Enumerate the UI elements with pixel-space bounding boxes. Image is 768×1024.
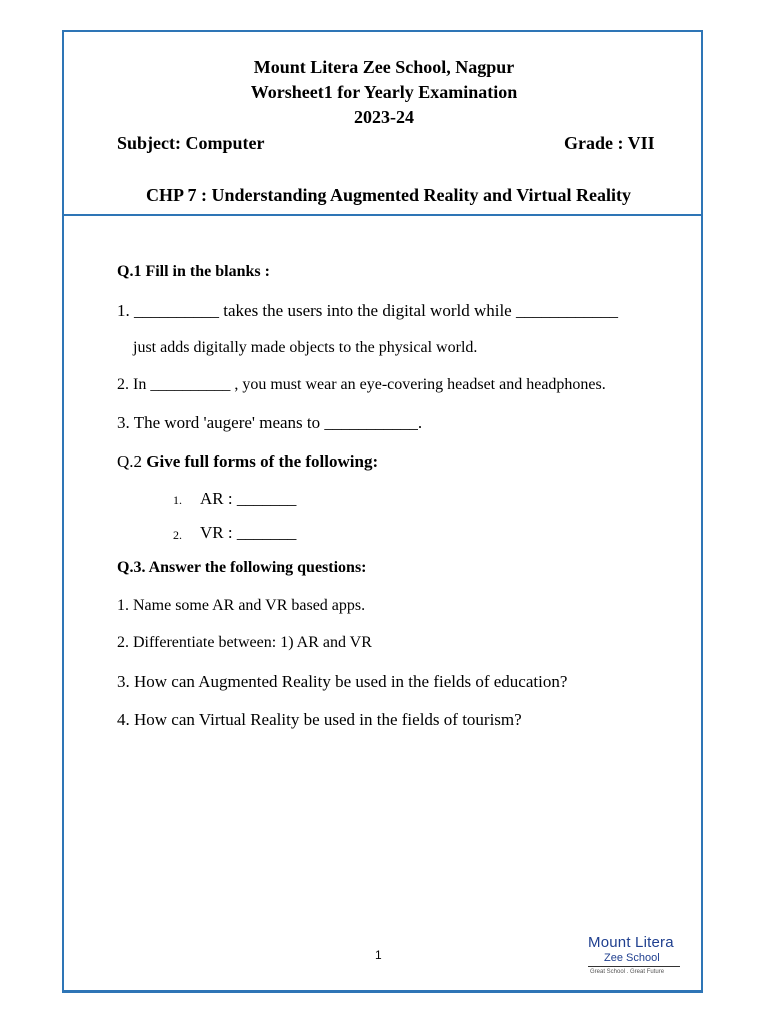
q2-item-1-number: 1. [173, 493, 182, 507]
school-name: Mount Litera Zee School, Nagpur [253, 57, 515, 77]
q3-item-2: 2. Differentiate between: 1) AR and VR [117, 634, 372, 651]
logo-main-text: Mount Litera [588, 934, 674, 951]
page-border [62, 30, 703, 993]
worksheet-title: Worsheet1 for Yearly Examination [250, 82, 518, 102]
q2-heading [117, 452, 378, 472]
q1-item-3: 3. The word 'augere' means to ___________. [117, 413, 423, 432]
page-number: 1 [375, 948, 382, 962]
header-divider [62, 214, 703, 216]
logo-sub-text: Zee School [588, 952, 680, 967]
q1-item-1: 1. __________ takes the users into the digital world while ____________ [117, 301, 618, 320]
q3-item-1: 1. Name some AR and VR based apps. [117, 597, 366, 614]
q2-item-2-number: 2. [173, 528, 182, 542]
school-logo [588, 934, 680, 975]
subject-label: Subject: Computer [117, 133, 265, 153]
q2-item-2: VR : _______ [200, 523, 297, 542]
grade-label: Grade : VII [564, 133, 655, 153]
logo-tagline: Great School . Great Future [590, 969, 665, 975]
q2-number: Q.2 [117, 452, 147, 471]
q1-item-2: 2. In __________ , you must wear an eye-covering headset and headphones. [117, 376, 606, 393]
q2-heading-text: Give full forms of the following: [146, 452, 379, 471]
academic-year: 2023-24 [354, 107, 414, 127]
q2-item-1: AR : _______ [200, 489, 297, 508]
q1-heading: Q.1 Fill in the blanks : [117, 263, 270, 280]
chapter-title: CHP 7 : Understanding Augmented Reality and Virtual Reality [146, 185, 632, 205]
q1-item-1-continued: just adds digitally made objects to the physical world. [133, 339, 478, 356]
q3-heading: Q.3. Answer the following questions: [117, 559, 367, 576]
q3-item-3: 3. How can Augmented Reality be used in the fields of education? [117, 672, 568, 691]
q3-item-4: 4. How can Virtual Reality be used in the fields of tourism? [117, 710, 522, 729]
